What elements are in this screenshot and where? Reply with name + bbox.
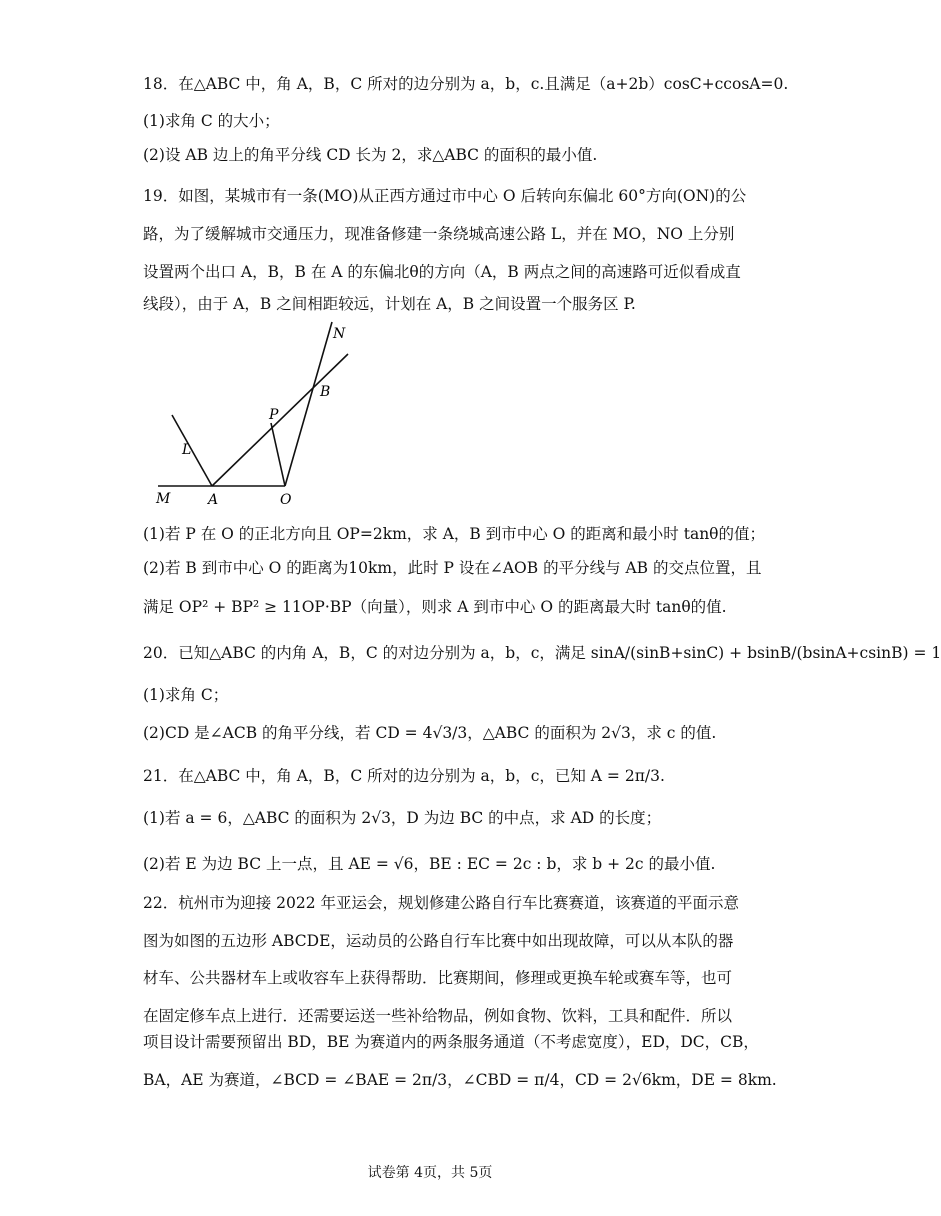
problem-18-q2: (2)设 AB 边上的角平分线 CD 长为 2，求△ABC 的面积的最小值. — [143, 146, 598, 164]
problem-19-figure — [150, 318, 365, 518]
page-footer: 试卷第 4页，共 5页 — [367, 1165, 493, 1181]
label-b: B — [320, 384, 331, 400]
problem-19-stem-4: 线段），由于 A，B 之间相距较远，计划在 A，B 之间设置一个服务区 P. — [143, 295, 636, 313]
problem-22-line-5: 项目设计需要预留出 BD，BE 为赛道内的两条服务通道（不考虑宽度），ED，DC，CB， — [143, 1033, 759, 1051]
problem-22-line-1: 22．杭州市为迎接 2022 年亚运会，规划修建公路自行车比赛赛道，该赛道的平面示意 — [143, 894, 740, 912]
problem-19-stem-2: 路，为了缓解城市交通压力，现准备修建一条绕城高速公路 L，并在 MO，NO 上分别 — [143, 225, 735, 243]
label-l: L — [182, 442, 192, 458]
label-p: P — [269, 407, 279, 423]
problem-21-q2: (2)若 E 为边 BC 上一点，且 AE = √6，BE : EC = 2c : b，求 b + 2c 的最小值. — [143, 855, 716, 873]
problem-21-q1: (1)若 a = 6，△ABC 的面积为 2√3，D 为边 BC 的中点，求 AD 的长度； — [143, 809, 662, 827]
problem-19-stem-1: 19．如图，某城市有一条(MO)从正西方通过市中心 O 后转向东偏北 60°方向(ON)的公 — [143, 187, 747, 205]
segment-op-line — [271, 423, 285, 486]
problem-22-line-2: 图为如图的五边形 ABCDE，运动员的公路自行车比赛中如出现故障，可以从本队的器 — [143, 932, 734, 950]
road-on-line — [285, 322, 332, 486]
label-n: N — [333, 326, 346, 342]
problem-20-q1: (1)求角 C； — [143, 686, 229, 704]
problem-19-q2-line-1: (2)若 B 到市中心 O 的距离为10km，此时 P 设在∠AOB 的平分线与 AB 的交点位置，且 — [143, 559, 762, 577]
problem-20-stem: 20．已知△ABC 的内角 A，B，C 的对边分别为 a，b，c，满足 sinA/(sinB+sinC) + bsinB/(bsinA+csinB) = 1 — [143, 644, 941, 662]
problem-19-q2-line-2: 满足 OP² + BP² ≥ 11OP·BP（向量），则求 A 到市中心 O 的距离最大时 tanθ的值. — [143, 598, 727, 616]
problem-19-stem-3: 设置两个出口 A，B，B 在 A 的东偏北θ的方向（A，B 两点之间的高速路可近似看成直 — [143, 263, 741, 281]
problem-22-line-4: 在固定修车点上进行．还需要运送一些补给物品，例如食物、饮料，工具和配件．所以 — [143, 1007, 733, 1025]
highway-l-line — [172, 415, 212, 486]
label-o: O — [280, 492, 292, 508]
label-a: A — [208, 492, 219, 508]
problem-21-stem: 21．在△ABC 中，角 A，B，C 所对的边分别为 a，b，c，已知 A = 2π/3. — [143, 767, 665, 785]
problem-22-line-3: 材车、公共器材车上或收容车上获得帮助．比赛期间，修理或更换车轮或赛车等，也可 — [143, 969, 733, 987]
problem-19-q1: (1)若 P 在 O 的正北方向且 OP=2km，求 A，B 到市中心 O 的距离和最小时 tanθ的值； — [143, 525, 766, 543]
problem-18-q1: (1)求角 C 的大小； — [143, 112, 280, 130]
problem-18-stem: 18．在△ABC 中，角 A，B，C 所对的边分别为 a，b，c.且满足（a+2b）cosC+ccosA=0. — [143, 75, 789, 93]
label-m: M — [156, 491, 171, 507]
problem-20-q2: (2)CD 是∠ACB 的角平分线，若 CD = 4√3/3，△ABC 的面积为 2√3，求 c 的值. — [143, 724, 717, 742]
problem-22-line-6: BA，AE 为赛道，∠BCD = ∠BAE = 2π/3，∠CBD = π/4，CD = 2√6km，DE = 8km. — [143, 1071, 777, 1089]
